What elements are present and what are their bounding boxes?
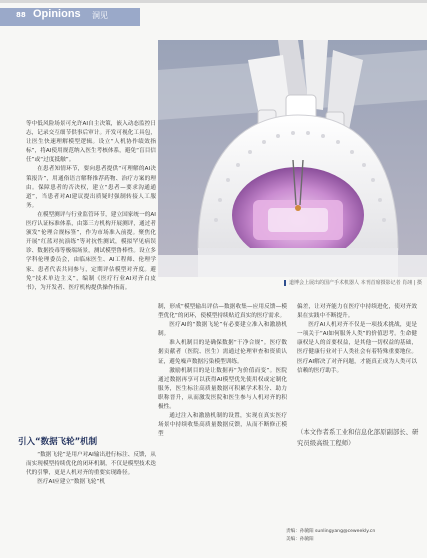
paragraph: 通过注入和激励机制的设置，实现在真实医疗场景中持续收集高质量数据反馈，从而不断修正模型 <box>158 413 287 438</box>
photo-caption <box>284 279 424 286</box>
page-header <box>0 0 427 32</box>
paragraph: 等中低风险场景可允许AI自主决策，嵌入动态监控日志，记录交互细节供事后审计。开发可视化工具包，让医生快速理解模型逻辑。设立“人机协作绩效指标”，将AI使用规范纳入医生考核体系，避免“盲目信任”或“过度抵触”。 <box>26 121 156 164</box>
page-number: 88 <box>16 11 26 19</box>
paragraph: “数据飞轮”是用户对AI输出进行标注、反馈，从而实现模型持续优化的闭环机制，不仅是模型技术迭代的引擎，更是人机对齐的重要实现路径。 <box>26 452 156 477</box>
header-top-rule <box>0 0 427 3</box>
surgical-robot-photo <box>158 40 427 277</box>
article-column-1 <box>26 120 156 293</box>
paragraph: 医疗AI的“数据飞轮”有必要建立准入和激励机制。 <box>158 322 287 338</box>
surgical-robot-illustration <box>158 40 427 277</box>
section-heading: 引入“数据飞轮”机制 <box>18 437 98 447</box>
section-title: Opinions <box>33 8 81 20</box>
paragraph: 医疗AI应建立“数据飞轮”机 <box>37 479 106 486</box>
caption-text: 道博会上展出的国产手术机器人 本刊首席摄影记者 肖翊 | 摄 <box>289 280 423 286</box>
paragraph: 制，形成“模型输出评估—数据收集—应用反馈—模型优化”的闭环，使模型持续贴近真实的医疗需求。 <box>158 304 287 320</box>
editor-credits <box>286 528 375 544</box>
paragraph: 准入机制目的是确保数据“干净合规”。医疗数据贡献者（医院、医生）需通过伦理审查和资质认证，避免噪声数据污染模型训练。 <box>158 340 287 365</box>
designer-line: 美编：孙毓阳 <box>286 537 314 542</box>
section-subtitle: 洞见 <box>92 11 108 20</box>
paragraph: 在模型测评与行业监管环节，建立国家统一的AI医疗认证标准体系，由第三方机构开展测评，通过者颁发“伦理合规标签”，作为市场准入前提。聚焦化开展“红蓝对抗演练”等对抗性测试，模拟罕见病误诊、数据投毒等极端场景，测试模型鲁棒性。设立多学科伦理委员会，由临床医生、AI工程师、伦理学家、患者代表共同参与，定期评估模型对齐度。避免“技术单边主义”，编制《医疗行业AI对齐白皮书》，为开发者、医疗机构提供操作指南。 <box>26 211 156 291</box>
article-column-1-continued <box>26 451 156 487</box>
editor-line: 责编：孙毓阳 sunlingyang@ceweekly.cn <box>286 529 376 534</box>
article-column-3 <box>297 303 417 376</box>
paragraph: 在患者知情环节，要向患者提供“可理解的AI决策报告”，用通俗语言解释推荐药物、治疗方案的理由。保障患者的否决权，建立“患者—要求沟通通道”，当患者对AI建议提出质疑时强制转接人工服务。 <box>26 166 156 209</box>
article-column-2 <box>158 303 287 439</box>
paragraph: 偏差，让对齐能力在医疗中持续进化，使对齐效果在实践中不断提升。 <box>297 304 417 320</box>
caption-marker <box>284 280 286 286</box>
author-note: （本文作者系工业和信息化部原副部长、研究员级高级工程师） <box>297 428 419 447</box>
paragraph: 医疗AI人机对齐不仅是一项技术挑战，更是一项关于“AI如何服务人类”的价值思考。生命健康权是人的首要权益，是其他一切权益的基础，医疗健康行业对于人类社会有着特殊重要地位。医疗AI解决了对齐问题，才能真正成为人类可以信赖的医疗助手。 <box>297 322 417 374</box>
paragraph: 激励机制目的是让数据再“为价值而变”。医院通过数据再享可以获得AI模型优先使用权或定制化服务，医生标注高质量数据可积累学术积分、助力职称晋升，从而激发医院和医生参与人机对齐的积极性。 <box>158 367 287 411</box>
